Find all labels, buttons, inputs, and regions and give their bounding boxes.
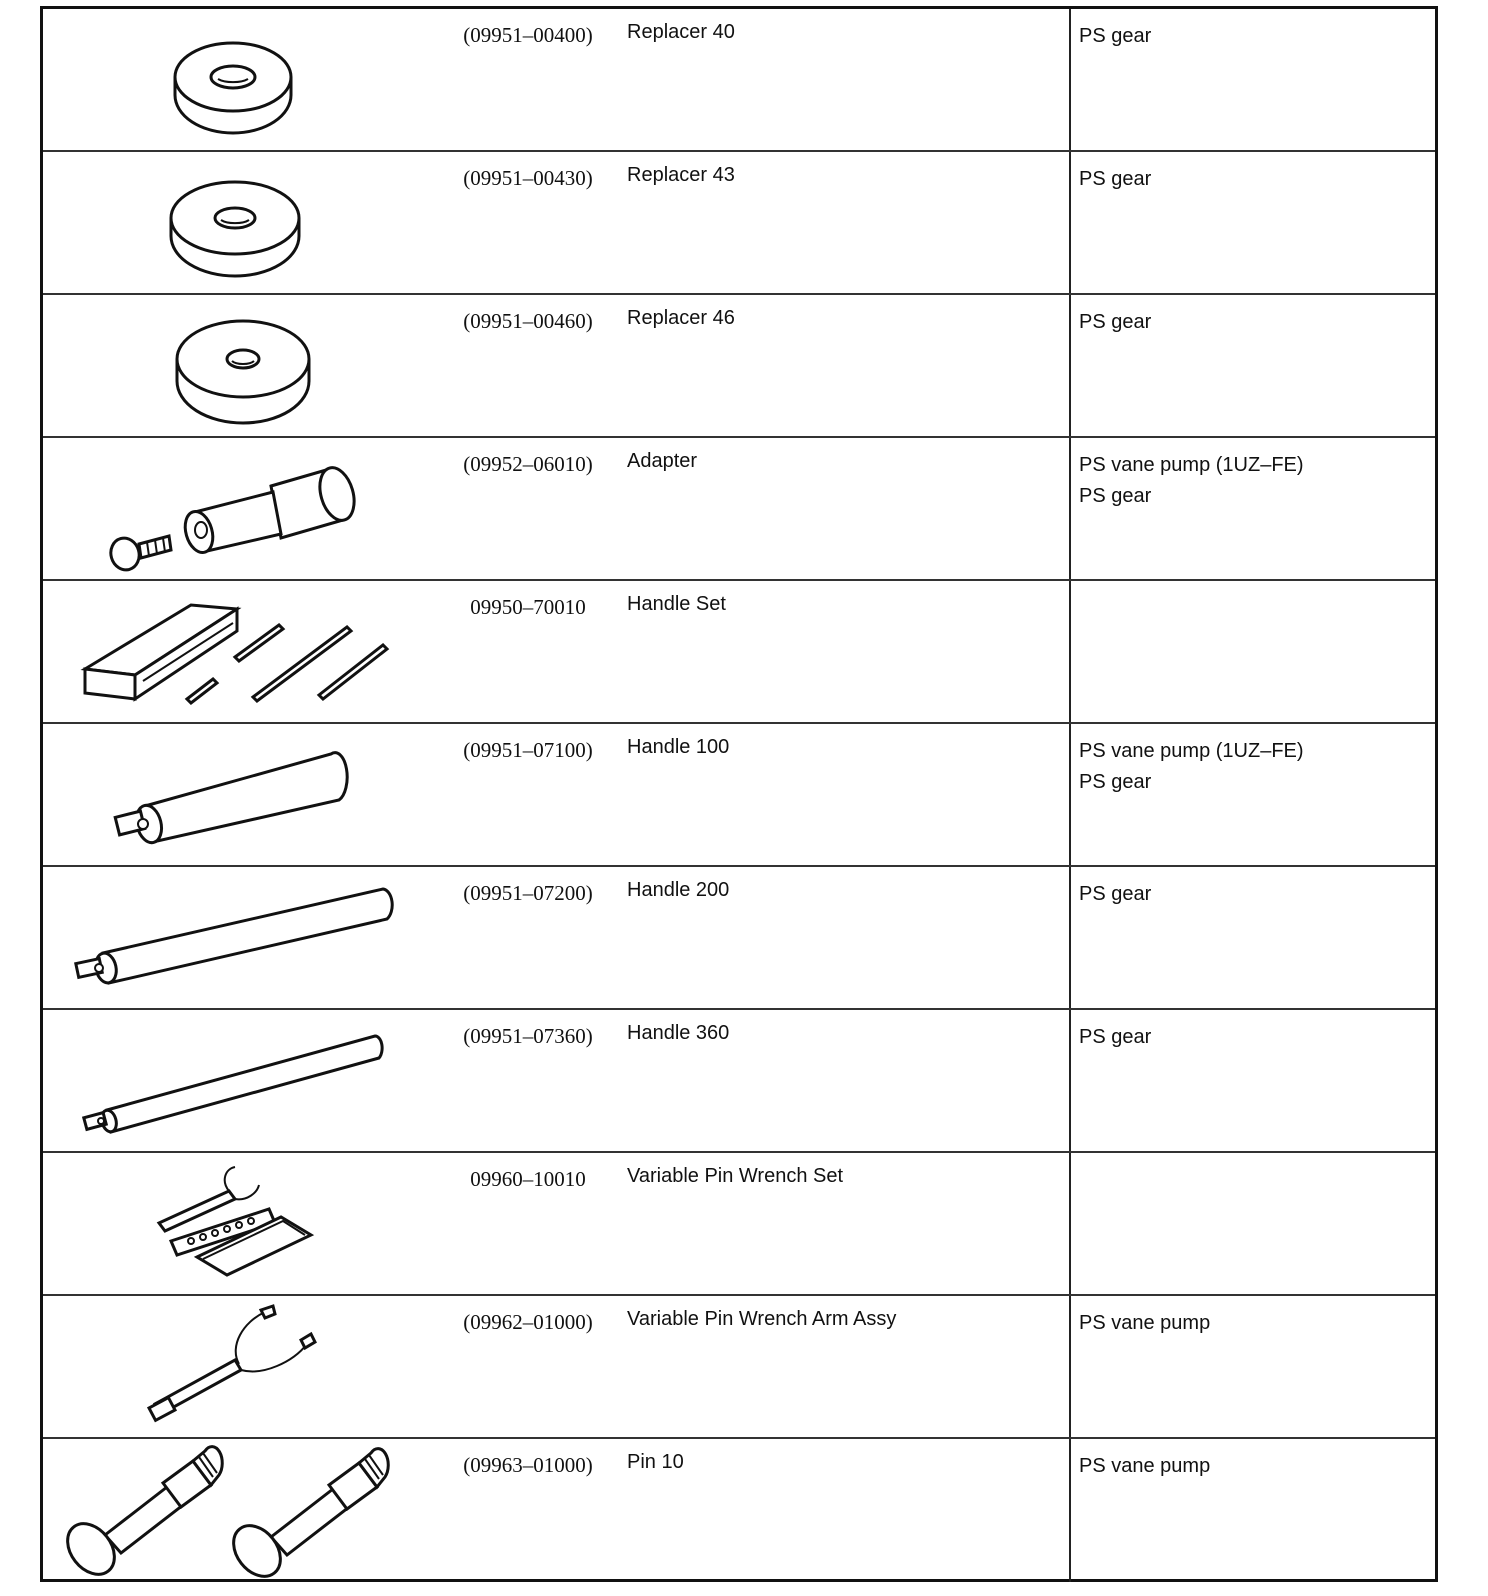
replacer-46-icon xyxy=(43,295,443,435)
table-row xyxy=(43,295,1435,438)
usage-line: PS gear xyxy=(1079,311,1152,333)
table-row xyxy=(43,581,1435,724)
tool-name: Handle Set xyxy=(627,593,726,615)
tool-name: Handle 200 xyxy=(627,879,730,901)
column-divider xyxy=(1069,1010,1071,1151)
usage-cell xyxy=(1079,1022,1151,1053)
handle-200-icon xyxy=(43,867,443,1007)
part-number: 09960–10010 xyxy=(470,1167,586,1191)
special-tools-table xyxy=(40,6,1438,1582)
table-row xyxy=(43,438,1435,581)
tool-name: Replacer 46 xyxy=(627,307,735,329)
usage-cell xyxy=(1079,21,1151,52)
part-number: (09951–00430) xyxy=(463,166,593,190)
usage-cell xyxy=(1079,450,1304,512)
part-number: (09952–06010) xyxy=(463,452,593,476)
part-number: (09951–00400) xyxy=(463,23,593,47)
pin-wrench-set-icon xyxy=(43,1153,443,1293)
table-row xyxy=(43,1439,1435,1582)
tool-name: Pin 10 xyxy=(627,1451,684,1473)
table-row xyxy=(43,867,1435,1010)
usage-line: PS gear xyxy=(1079,1026,1152,1048)
usage-cell xyxy=(1079,879,1151,910)
replacer-43-icon xyxy=(43,152,443,292)
part-number: (09951–07360) xyxy=(463,1024,593,1048)
usage-cell xyxy=(1079,736,1304,798)
column-divider xyxy=(1069,152,1071,293)
part-number: (09951–07100) xyxy=(463,738,593,762)
usage-line: PS vane pump xyxy=(1079,1455,1211,1477)
tool-name: Variable Pin Wrench Set xyxy=(627,1165,844,1187)
tool-name: Adapter xyxy=(627,450,698,472)
column-divider xyxy=(1069,1439,1071,1582)
usage-line: PS vane pump xyxy=(1079,1312,1211,1334)
table-row xyxy=(43,1153,1435,1296)
usage-line: PS gear xyxy=(1079,25,1152,47)
tool-name: Variable Pin Wrench Arm Assy xyxy=(627,1308,897,1330)
usage-line: PS gear xyxy=(1079,168,1152,190)
table-row xyxy=(43,9,1435,152)
tool-name: Handle 100 xyxy=(627,736,730,758)
handle-100-icon xyxy=(43,724,443,864)
column-divider xyxy=(1069,295,1071,436)
usage-line: PS gear xyxy=(1079,485,1152,507)
table-row xyxy=(43,152,1435,295)
part-number: (09951–00460) xyxy=(463,309,593,333)
column-divider xyxy=(1069,9,1071,150)
column-divider xyxy=(1069,581,1071,722)
part-number: (09962–01000) xyxy=(463,1310,593,1334)
handle-set-icon xyxy=(43,581,443,721)
pin-wrench-arm-icon xyxy=(43,1296,443,1436)
column-divider xyxy=(1069,438,1071,579)
tool-name: Replacer 43 xyxy=(627,164,735,186)
column-divider xyxy=(1069,724,1071,865)
usage-cell xyxy=(1079,1451,1210,1482)
adapter-icon xyxy=(43,438,443,578)
part-number: (09951–07200) xyxy=(463,881,593,905)
tool-name: Handle 360 xyxy=(627,1022,730,1044)
tool-name: Replacer 40 xyxy=(627,21,735,43)
usage-line: PS vane pump (1UZ–FE) xyxy=(1079,740,1304,762)
usage-cell xyxy=(1079,307,1151,338)
column-divider xyxy=(1069,1153,1071,1294)
part-number: (09963–01000) xyxy=(463,1453,593,1477)
usage-line: PS gear xyxy=(1079,771,1152,793)
table-row xyxy=(43,1010,1435,1153)
usage-cell xyxy=(1079,164,1151,195)
part-number: 09950–70010 xyxy=(470,595,586,619)
handle-360-icon xyxy=(43,1010,443,1150)
table-row xyxy=(43,724,1435,867)
replacer-40-icon xyxy=(43,9,443,149)
table-row xyxy=(43,1296,1435,1439)
column-divider xyxy=(1069,1296,1071,1437)
usage-line: PS gear xyxy=(1079,883,1152,905)
usage-cell xyxy=(1079,1308,1210,1339)
column-divider xyxy=(1069,867,1071,1008)
usage-line: PS vane pump (1UZ–FE) xyxy=(1079,454,1304,476)
pin-10-icon xyxy=(43,1439,443,1579)
